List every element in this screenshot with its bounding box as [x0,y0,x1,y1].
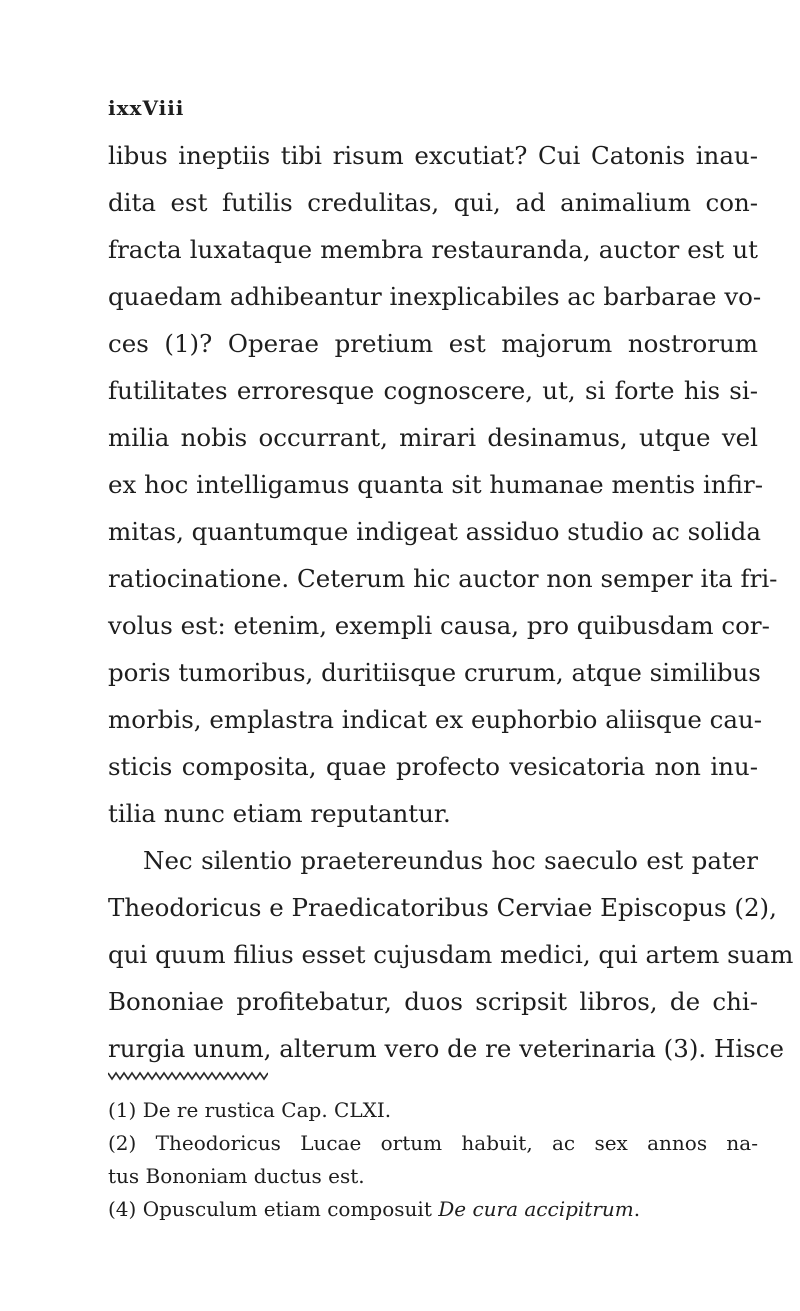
footnote-3-period: . [633,1197,641,1221]
text-line: ex hoc intelligamus quanta sit humanae mentis infir- [108,470,763,499]
text-line: libus ineptiis tibi risum excutiat? Cui Catonis inau- [108,141,758,170]
text-line: tilia nunc etiam reputantur. [108,799,451,828]
page-number: ixxViii [108,96,185,120]
text-line: milia nobis occurrant, mirari desinamus, utque vel [108,423,758,452]
text-line: morbis, emplastra indicat ex euphorbio aliisque cau- [108,705,763,734]
text-line: fracta luxataque membra restauranda, auctor est ut [108,235,758,264]
text-line: volus est: etenim, exempli causa, pro quibusdam cor- [108,611,770,640]
text-line: qui quum filius esset cujusdam medici, qui artem suam [108,940,794,969]
footnote-1: (1) De re rustica Cap. CLXI. [108,1098,392,1122]
text-line: sticis composita, quae profecto vesicatoria non inu- [108,752,758,781]
text-line: Nec silentio praetereundus hoc saeculo est pater [143,846,758,875]
footnote-separator [108,1070,758,1082]
text-line: ratiocinatione. Ceterum hic auctor non semper ita fri- [108,564,778,593]
footnotes [108,1094,758,1226]
text-line: mitas, quantumque indigeat assiduo studio ac solida [108,517,761,546]
footnote-2-line-2: tus Bononiam ductus est. [108,1164,365,1188]
footnote-3-text: (4) Opusculum etiam composuit [108,1197,432,1221]
text-line: Bononiae profitebatur, duos scripsit libros, de chi- [108,987,758,1016]
footnote-3 [108,1193,758,1226]
text-line: Theodoricus e Praedicatoribus Cerviae Episcopus (2), [108,893,777,922]
text-line: rurgia unum, alterum vero de re veterinaria (3). Hisce [108,1034,784,1063]
footnote-3-work-title: De cura accipitrum [438,1197,634,1221]
text-line: ces (1)? Operae pretium est majorum nostrorum [108,329,758,358]
text-line: dita est futilis credulitas, qui, ad animalium con- [108,188,758,217]
text-line: poris tumoribus, duritiisque crurum, atque similibus [108,658,761,687]
text-line: quaedam adhibeantur inexplicabiles ac barbarae vo- [108,282,762,311]
text-line: futilitates erroresque cognoscere, ut, si forte his si- [108,376,758,405]
body-text [108,132,794,1072]
footnote-2-line-1: (2) Theodoricus Lucae ortum habuit, ac sex annos na- [108,1131,758,1155]
